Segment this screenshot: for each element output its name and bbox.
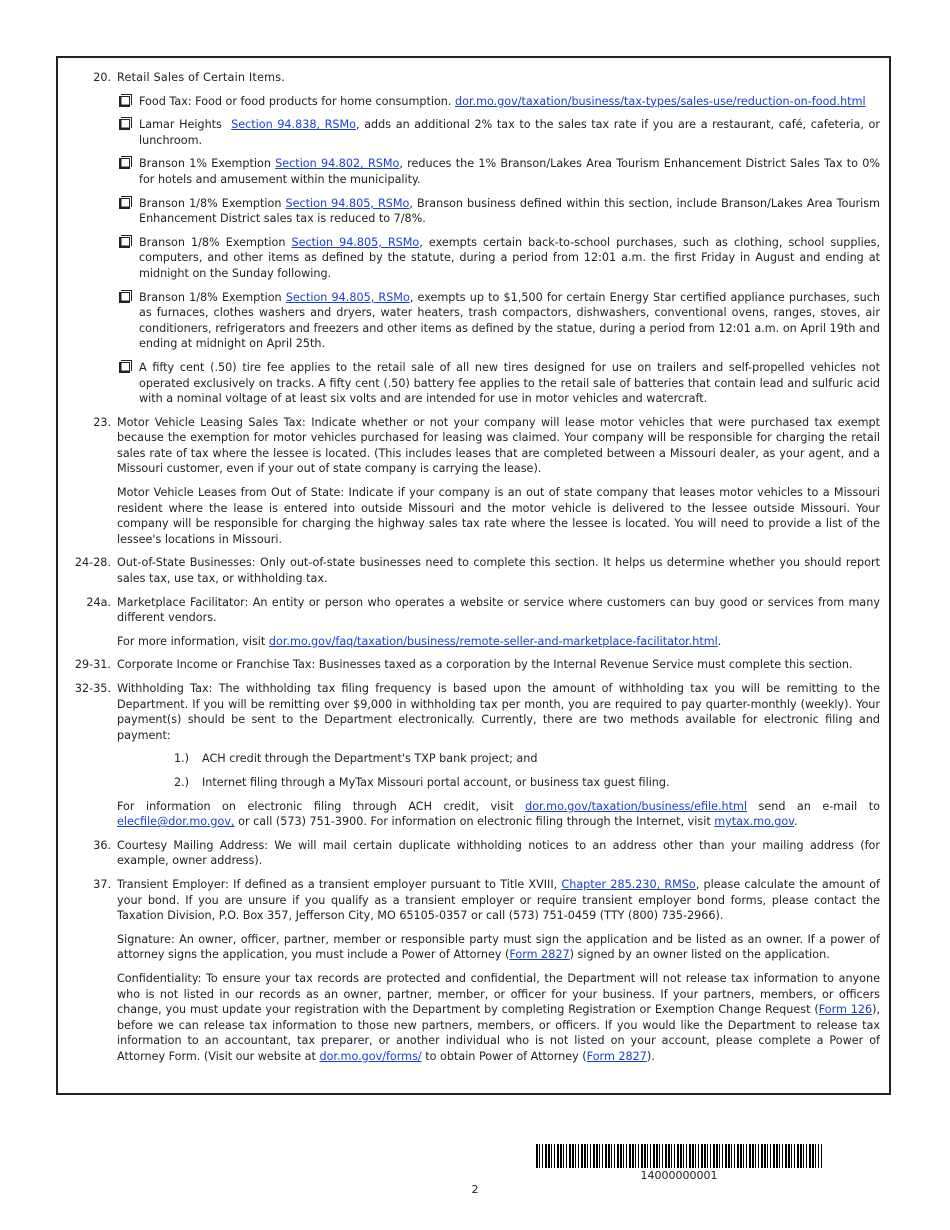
item-text: A fifty cent (.50) tire fee applies to the retail sale of all new tires designed for use on trailers and self-propelled vehicles not operated exclusively on tracks. A fifty cent (.50) battery fee applies to the retail sale of batteries that contain lead and sulfuric acid with a nominal voltage of at least six volts and are intended for use in motor vehicles and watercraft. xyxy=(139,360,880,406)
item-text: Motor Vehicle Leasing Sales Tax: Indicate whether or not your company will lease motor vehicles that were purchased tax exempt because the exemption for motor vehicles purchased for leasing was claimed. Your company will be responsible for charging the retail sales rate of tax where the lessee is located. (This includes leases that are completed between a Missouri dealer, as your agent, and a Missouri customer, even if your out of state company is carrying the lease). xyxy=(117,415,880,476)
item-text: Motor Vehicle Leases from Out of State: Indicate if your company is an out of state company that leases motor vehicles to a Missouri resident where the lease is entered into outside Missouri and the motor vehicle is delivered to the lessee outside Missouri. Your company will be responsible for charging the highway sales tax rate where the lessee is located. You will need to provide a list of the lessee's locations in Missouri. xyxy=(117,486,880,546)
email-link[interactable]: elecfile@dor.mo.gov, xyxy=(117,815,235,829)
item-text: Withholding Tax: The withholding tax filing frequency is based upon the amount of withholding tax you will be remitting to the Department. If you will be remitting over $9,000 in withholding tax per month, you are required to pay quarter-monthly (weekly). Your payment(s) should be sent to the Department electronically. Currently, there are two methods available for electronic filing and payment: xyxy=(117,682,880,742)
form-2827-link[interactable]: Form 2827 xyxy=(586,1049,647,1063)
section-link[interactable]: Section 94.805, RSMo xyxy=(291,235,420,249)
item-text: For more information, visit xyxy=(117,634,269,648)
item-text: . xyxy=(794,815,798,829)
form-2827-link[interactable]: Form 2827 xyxy=(509,948,570,962)
barcode xyxy=(536,1144,822,1168)
ach-item-2 xyxy=(174,775,880,791)
item-text: Corporate Income or Franchise Tax: Businesses taxed as a corporation by the Internal Revenue Service must complete this section. xyxy=(117,658,853,672)
form-126-link[interactable]: Form 126 xyxy=(818,1003,873,1017)
barcode-number: 14000000001 xyxy=(640,1169,718,1182)
checkbox-icon[interactable] xyxy=(119,237,130,248)
checkbox-list xyxy=(117,94,880,407)
item-text: Out-of-State Businesses: Only out-of-state businesses need to complete this section. It helps us determine whether you should report sales tax, use tax, or withholding tax. xyxy=(117,556,880,586)
food-tax-link[interactable]: dor.mo.gov/taxation/business/tax-types/sales-use/reduction-on-food.html xyxy=(455,94,866,108)
checkbox-item-branson-3 xyxy=(117,235,880,282)
item-text: Lamar Heights xyxy=(139,118,232,132)
item-text: , adds an additional 2% tax to the sales tax rate if you are a restaurant, café, cafeteria, or lunchroom. xyxy=(139,118,880,147)
ach-item-1 xyxy=(174,751,880,767)
section-link[interactable]: Section 94.838, RSMo xyxy=(231,118,357,132)
checkbox-item-tire-fee xyxy=(117,360,880,407)
item-text: , exempts up to $1,500 for certain Energy Star certified appliance purchases, such as furnaces, clothes washers and dryers, water heaters, trash compactors, dishwashers, conventional ovens, ranges, stoves, air conditioners, refrigerators and freezers and other items as defined by the statue, during a period from 12:01 a.m. on April 19th and ending at midnight on April 25th. xyxy=(139,290,880,351)
item-24a xyxy=(60,595,880,626)
marketplace-link[interactable]: dor.mo.gov/faq/taxation/business/remote-seller-and-marketplace-facilitator.html xyxy=(268,634,718,648)
item-number: 24a. xyxy=(86,595,111,609)
item-title: Retail Sales of Certain Items. xyxy=(117,71,285,84)
item-number: 23. xyxy=(93,415,111,429)
checkbox-icon[interactable] xyxy=(119,119,130,130)
instructions-content xyxy=(60,70,880,1072)
section-link[interactable]: Section 94.805, RSMo xyxy=(285,196,410,210)
item-text: , Branson business defined within this section, include Branson/Lakes Area Tourism Enhancement District sales tax is reduced to 7/8%. xyxy=(139,196,880,226)
item-36 xyxy=(60,838,880,869)
item-number: 2.) xyxy=(174,775,190,789)
item-text: Marketplace Facilitator: An entity or person who operates a website or service where customers can buy good or services from many different vendors. xyxy=(117,595,880,625)
item-number: 24-28. xyxy=(74,556,111,570)
item-text: Transient Employer: If defined as a transient employer pursuant to Title XVIII, xyxy=(117,877,562,891)
item-text: . xyxy=(717,634,722,648)
checkbox-item-food-tax xyxy=(117,94,880,110)
item-number: 32-35. xyxy=(74,682,111,695)
checkbox-item-branson-4 xyxy=(117,290,880,352)
item-text: Branson 1% Exemption xyxy=(139,157,276,171)
item-29-31 xyxy=(60,657,880,673)
confidentiality-paragraph xyxy=(117,971,880,1065)
mytax-link[interactable]: mytax.mo.gov xyxy=(714,815,795,829)
item-24a-more-info xyxy=(117,634,880,650)
item-text: Internet filing through a MyTax Missouri portal account, or business tax guest filing. xyxy=(202,775,670,789)
efile-link[interactable]: dor.mo.gov/taxation/business/efile.html xyxy=(525,799,748,813)
item-text: Food Tax: Food or food products for home consumption. xyxy=(139,94,456,108)
item-24-28 xyxy=(60,555,880,586)
section-link[interactable]: Section 94.805, RSMo xyxy=(285,290,410,304)
item-text: send an e-mail to xyxy=(747,799,880,813)
item-number: 37. xyxy=(93,877,111,891)
item-text: Branson 1/8% Exemption xyxy=(139,290,286,304)
forms-link[interactable]: dor.mo.gov/forms/ xyxy=(319,1049,422,1063)
item-32-35 xyxy=(60,681,880,743)
item-text: Branson 1/8% Exemption xyxy=(139,196,286,210)
item-number: 36. xyxy=(93,838,111,852)
chapter-link[interactable]: Chapter 285.230, RMSo xyxy=(561,877,696,891)
item-text: ) signed by an owner listed on the application. xyxy=(569,948,830,962)
item-text: to obtain Power of Attorney ( xyxy=(421,1049,587,1063)
item-text: Signature: An owner, officer, partner, member or responsible party must sign the application and be listed as an owner. If a power of attorney signs the application, you must include a Power of Attorney ( xyxy=(117,932,880,962)
section-link[interactable]: Section 94.802, RSMo xyxy=(275,157,400,171)
item-37 xyxy=(60,877,880,924)
item-text: , reduces the 1% Branson/Lakes Area Tourism Enhancement District Sales Tax to 0% for hotels and amusement within the municipality. xyxy=(139,157,880,186)
item-23 xyxy=(60,415,880,477)
checkbox-icon[interactable] xyxy=(119,198,130,209)
checkbox-item-branson-2 xyxy=(117,196,880,227)
item-text: , please calculate the amount of your bond. If you are unsure if you qualify as a transient employer or require transient employer bond forms, please contact the Taxation Division, P.O. Box 357, Jefferson City, MO 65105-0357 or call (573) 751-0459 (TTY (800) 735-2966). xyxy=(117,877,880,923)
signature-paragraph xyxy=(117,932,880,963)
checkbox-icon[interactable] xyxy=(119,292,130,303)
item-number: 1.) xyxy=(174,752,190,766)
item-text: Courtesy Mailing Address: We will mail certain duplicate withholding notices to an address other than your mailing address (for example, owner address). xyxy=(117,838,880,868)
item-number: 20. xyxy=(93,71,111,84)
item-20 xyxy=(60,70,880,86)
page-number: 2 xyxy=(471,1183,479,1196)
item-text: Confidentiality: To ensure your tax records are protected and confidential, the Department will not release tax information to anyone who is not listed in our records as an owner, partner, member, or officer for your business. If your partners, members, or officers change, you must update your registration with the Department by completing Registration or Exemption Change Request ( xyxy=(117,971,880,1017)
checkbox-icon[interactable] xyxy=(119,96,130,107)
checkbox-item-lamar xyxy=(117,117,880,148)
checkbox-icon[interactable] xyxy=(119,362,130,373)
item-text: ). xyxy=(646,1049,655,1063)
checkbox-icon[interactable] xyxy=(119,158,130,169)
item-text: ), before we can release tax information to those new partners, members, or officers. If you would like the Department to release tax information to an accountant, tax preparer, or another individual who is not listed on your account, please complete a Power of Attorney Form. (Visit our website at xyxy=(117,1003,880,1063)
item-text: ACH credit through the Department's TXP bank project; and xyxy=(202,752,538,766)
item-text: , exempts certain back-to-school purchases, such as clothing, school supplies, computers, and other items as defined by the statute, during a period from 12:01 a.m. the first Friday in August and ending at midnight on the Sunday following. xyxy=(139,235,880,280)
efile-info xyxy=(117,799,880,830)
checkbox-item-branson-1 xyxy=(117,156,880,187)
item-text: or call (573) 751-3900. For information on electronic filing through the Internet, visit xyxy=(234,815,715,829)
item-number: 29-31. xyxy=(74,658,111,672)
item-text: For information on electronic filing through ACH credit, visit xyxy=(117,799,526,813)
item-text: Branson 1/8% Exemption xyxy=(139,235,292,249)
